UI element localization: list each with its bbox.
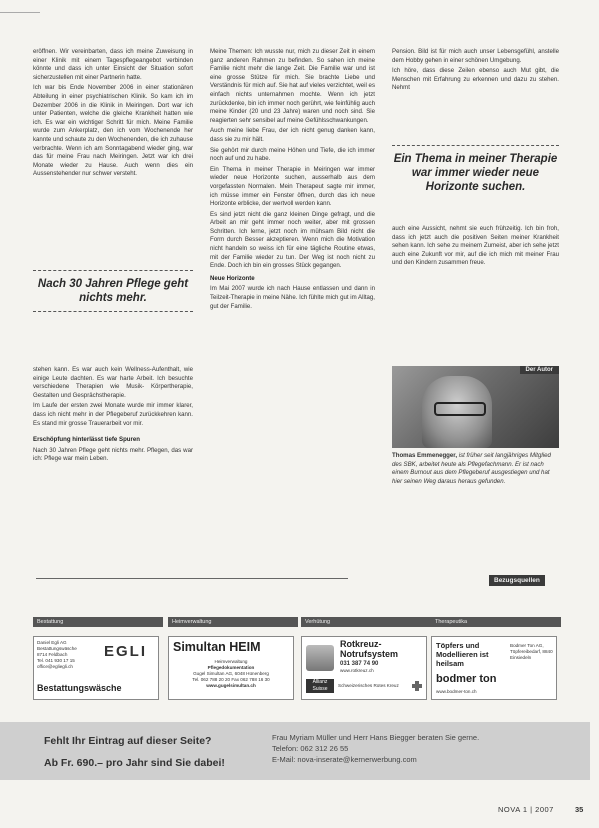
rotkreuz-web: www.rotkreuz.ch bbox=[340, 668, 374, 673]
company: Daniel Egli AG bbox=[37, 640, 67, 645]
pull-quote-text: Nach 30 Jahren Pflege geht nichts mehr. bbox=[37, 278, 189, 304]
sub: Pflegedokumentation bbox=[207, 665, 255, 670]
allianz-logo bbox=[306, 679, 334, 693]
author-bio: ist früher seit langjähriges Mitglied des SBK, arbeitet heute als Pflegefachmann. Er ist nach einem Burnout aus dem Pflegeberuf ausgestiegen und hat hier seinen Weg daraus heraus gefunden. bbox=[392, 452, 551, 485]
contact-email[interactable]: E-Mail: nova-inserate@kernerwerbung.com bbox=[272, 755, 417, 764]
red-cross-icon bbox=[412, 681, 422, 691]
web: www.gugelsimultan.ch bbox=[206, 683, 256, 688]
column-3-middle bbox=[392, 225, 559, 270]
ad-rotkreuz[interactable] bbox=[301, 636, 427, 700]
paragraph: Im Laufe der ersten zwei Monate wurde mir immer klarer, dass ich nicht mehr in der Pflegeberuf zurückkehren kann. Es stand mir grosse Trauerarbeit vor mir. bbox=[33, 402, 193, 427]
paragraph: Ich war bis Ende November 2006 in einer stationären Abteilung in einer psychiatrischen Klinik. So kam ich im Dezember 2006 in die Klinik in Meiringen. Dort war ich unter Patienten, welche die gleiche Krankheit hatten wie ich. Es war ein wichtiger Schritt für mich. Meine Familie wurde zum Ankerplatz, den ich vom Wochenende her kannte und schaute zu den Wochenenden, die ich zuhause verbrachte. Wenn ich am Sonntagabend wieder ging, war das für meine Frau nach Meiringen. Jetzt war ich drei Monate wieder zu Hause. Auch wenn dies ein Aussenstehender nur schwer versteht. bbox=[33, 84, 193, 178]
rotkreuz-note: Schweizerisches Rotes Kreuz bbox=[338, 683, 399, 688]
author-caption bbox=[392, 452, 559, 486]
magazine-issue: NOVA 1 | 2007 bbox=[498, 805, 554, 814]
sub: Heimverwaltung bbox=[214, 659, 248, 664]
pull-quote-rule bbox=[33, 270, 193, 271]
addr: Gugel Simultan AG, 6048 Hünenberg bbox=[193, 671, 269, 676]
category-verhuetung: Verhütung bbox=[301, 617, 431, 627]
pull-quote-1 bbox=[33, 270, 193, 312]
glasses-shape bbox=[434, 402, 486, 416]
paragraph: Ich höre, dass diese Zeilen ebenso auch Mut gibt, die Menschen mit Erfahrung zu erkennen und dazu zu stehen. Nehmt bbox=[392, 67, 559, 92]
paragraph: Ein Thema in meiner Therapie in Meiringen war immer wieder neue Horizonte suchen, ausserhalb aus dem vorgefassten Normalen. Mein Therapeut sagte mir immer, ich müsse immer ein Fenster öffnen, durch das ich neue Horizonte erblicke, der wertvoll werden kann. bbox=[210, 165, 375, 208]
pull-quote-rule bbox=[392, 145, 559, 146]
headline: Töpfers und bbox=[436, 641, 480, 650]
banner-line1: Fehlt Ihr Eintrag auf dieser Seite? bbox=[44, 735, 212, 747]
bodmer-address: Bodmer Ton AG, Töpfereibedarf, 8840 Einsiedeln bbox=[510, 643, 553, 660]
category-heimverwaltung: Heimverwaltung bbox=[168, 617, 298, 627]
paragraph: Pension. Bild ist für mich auch unser Lebensgefühl, anstelle dem Hobby gehen in einer schönen Umgebung. bbox=[392, 48, 559, 64]
headline: heilsam bbox=[436, 659, 464, 668]
banner-contact bbox=[272, 732, 479, 765]
phone-device-icon bbox=[306, 645, 334, 671]
paragraph: auch eine Aussicht, nehmt sie euch frühzeitig. Ich bin froh, dass ich jetzt auch die positiven Seiten meiner Krankheit sehen kann. Ich sehe zu meinem Zumeist, aber ich sehe jetzt auch eine Zukunft vor mir, auf die ich mich mit meiner Frau und den Kindern zusammen freue. bbox=[392, 225, 559, 267]
title: Rotkreuz- bbox=[340, 639, 382, 649]
paragraph: Meine Themen: Ich wusste nur, mich zu dieser Zeit in einem ganz anderen Rahmen zu befinden. So sahen ich meine Familie nicht mehr die lange Zeit. Die Familie war und ist eine grosse Stütze für mich. Sie brachte Liebe und Verständnis für mich auf. Sie hat auf vieles verzichtet, weil es einfach nichts unternahmen mochte. Wenn ich jetzt zurückdenke, bin ich immer noch gerührt, wie feinfühlig auch meine Kinder (20 und 23 Jahre) waren und noch sind. Sie reagierten sehr sensibel auf meine Gefühlsschwankungen. bbox=[210, 48, 375, 124]
column-1 bbox=[33, 48, 193, 181]
tel: Tel. 062 788 20 20 Fax 062 788 16 30 bbox=[192, 677, 270, 682]
ad-egli-address bbox=[37, 640, 99, 670]
corner-rule bbox=[0, 12, 40, 13]
ad-bodmer-ton[interactable] bbox=[431, 636, 557, 700]
bodmer-web: www.bodmer-ton.ch bbox=[436, 689, 477, 694]
bodmer-headline bbox=[436, 641, 489, 668]
title: Notrufsystem bbox=[340, 649, 399, 659]
subheading: Neue Horizonte bbox=[210, 274, 255, 282]
column-2 bbox=[210, 48, 375, 313]
column-1-lower bbox=[33, 366, 193, 466]
phone: Tel. 041 930 17 15 bbox=[37, 658, 75, 663]
addr: Bestattungswäsche bbox=[37, 646, 77, 651]
ad-simultan[interactable] bbox=[168, 636, 294, 700]
egli-tagline: Bestattungswäsche bbox=[37, 683, 122, 693]
partner-sub: Suisse bbox=[312, 686, 328, 692]
author-photo bbox=[392, 366, 559, 448]
rotkreuz-title bbox=[340, 639, 398, 659]
rotkreuz-phone: 031 387 74 90 bbox=[340, 661, 379, 667]
paragraph: Auch meine liebe Frau, der ich nicht genug danken kann, dass sie zu mir hält. bbox=[210, 127, 375, 143]
ad-egli[interactable] bbox=[33, 636, 159, 700]
bodmer-logo: bodmer ton bbox=[436, 673, 497, 685]
paragraph: Nach 30 Jahren Pflege geht nichts mehr. Pflegen, das war ich: Pflege war mein Leben. bbox=[33, 446, 193, 463]
page-number: 35 bbox=[575, 805, 584, 814]
category-therapeutika: Therapeutika bbox=[431, 617, 561, 627]
simultan-logo: Simultan HEIM bbox=[173, 640, 261, 654]
addr: 8714 Feldbach bbox=[37, 652, 68, 657]
section-divider bbox=[36, 578, 348, 579]
contact-line: Frau Myriam Müller und Herr Hans Biegger beraten Sie gerne. bbox=[272, 733, 480, 742]
subheading: Erschöpfung hinterlässt tiefe Spuren bbox=[33, 436, 140, 444]
paragraph: Im Mai 2007 wurde ich nach Hause entlassen und dann in Teilzeit-Therapie in meine Nähe. Ich fühlte mich gut im Alltag, gut der Familie. bbox=[210, 285, 375, 310]
paragraph: eröffnen. Wir vereinbarten, dass ich meine Zuweisung in einer Klinik mit einem Tagespflegeangebot verbinden könnte und dass ich unter Einsicht der Situation sofort sicherzustellen mit einer Partnerin hatte. bbox=[33, 48, 193, 81]
pull-quote-rule bbox=[33, 311, 193, 312]
author-name: Thomas Emmenegger, bbox=[392, 452, 458, 459]
pull-quote-2 bbox=[392, 145, 559, 194]
simultan-details bbox=[169, 659, 293, 689]
banner-line2: Ab Fr. 690.– pro Jahr sind Sie dabei! bbox=[44, 757, 225, 769]
paragraph: Sie gehört mir durch meine Höhen und Tiefe, die ich immer noch auf und zu habe. bbox=[210, 146, 375, 163]
bezugsquellen-label: Bezugsquellen bbox=[489, 575, 545, 586]
contact-phone: Telefon: 062 312 26 55 bbox=[272, 744, 349, 753]
partner: Allianz bbox=[312, 679, 328, 685]
ad-banner bbox=[0, 722, 590, 780]
email: office@egliegli.ch bbox=[37, 664, 73, 669]
author-label: Der Autor bbox=[520, 366, 559, 374]
headline: Modellieren ist bbox=[436, 650, 489, 659]
pull-quote-text: Ein Thema in meiner Therapie war immer wieder neue Horizonte suchen. bbox=[393, 153, 558, 193]
column-3 bbox=[392, 48, 559, 95]
paragraph: stehen kann. Es war auch kein Wellness-Aufenthalt, wie einige Leute dachten. Es war harte Arbeit. Ich besuchte verschiedene Therapien wie Musik- Körpertherapie, Gestalten und Gesprächstherapie. bbox=[33, 366, 193, 399]
egli-logo: EGLI bbox=[104, 643, 148, 660]
paragraph: Es sind jetzt nicht die ganz kleinen Dinge gefragt, und die Arbeit an mir geht immer noch weiter, aber mit grossen Schritten. Ich lerne, jetzt noch im mühsam Bild nicht die Form durch Besser akzeptieren. Wenn mich die Motivation nicht handeln so weiss ich für eine tägliche Routine etwas, mit der Familie wieder zu tun. Der Weg ist noch nicht zu Ende. Doch ich bin ein grosses Stück gegangen. bbox=[210, 210, 375, 270]
category-bestattung: Bestattung bbox=[33, 617, 163, 627]
